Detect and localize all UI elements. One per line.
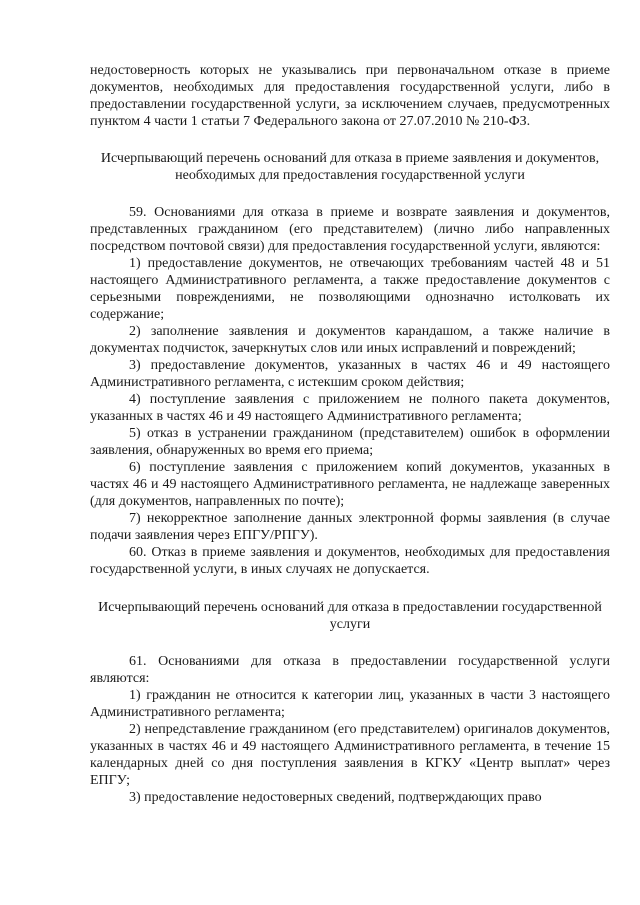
- paragraph-60: 60. Отказ в приеме заявления и документов, необходимых для предоставления государственной услуги, в иных случаях не допускается.: [90, 545, 610, 577]
- list-item-59-2: 2) заполнение заявления и документов карандашом, а также наличие в документах подчисток, зачеркнутых слов или иных исправлений и повреждений;: [90, 324, 610, 356]
- list-item-61-1: 1) гражданин не относится к категории лиц, указанных в части 3 настоящего Административного регламента;: [90, 688, 610, 720]
- section-heading-reception-refusal: Исчерпывающий перечень оснований для отказа в приеме заявления и документов, необходимых для предоставления государственной услуги: [100, 151, 600, 183]
- list-item-59-7: 7) некорректное заполнение данных электронной формы заявления (в случае подачи заявления через ЕПГУ/РПГУ).: [90, 511, 610, 543]
- paragraph-59: 59. Основаниями для отказа в приеме и возврате заявления и документов, представленных гражданином (его представителем) (лично либо направленных посредством почтовой связи) для предоставления государственной услуги, являются:: [90, 205, 610, 254]
- list-item-59-3: 3) предоставление документов, указанных в частях 46 и 49 настоящего Административного регламента, с истекшим сроком действия;: [90, 358, 610, 390]
- list-item-59-6: 6) поступление заявления с приложением копий документов, указанных в частях 46 и 49 настоящего Административного регламента, не надлежаще заверенных (для документов, направленных по почте);: [90, 460, 610, 509]
- section-heading-service-refusal: Исчерпывающий перечень оснований для отказа в предоставлении государственной услуги: [98, 600, 602, 632]
- list-item-59-5: 5) отказ в устранении гражданином (представителем) ошибок в оформлении заявления, обнаруженных во время его приема;: [90, 426, 610, 458]
- list-item-61-3: 3) предоставление недостоверных сведений, подтверждающих право: [129, 790, 542, 805]
- list-item-59-4: 4) поступление заявления с приложением не полного пакета документов, указанных в частях 46 и 49 настоящего Административного регламента;: [90, 392, 610, 424]
- intro-paragraph: недостоверность которых не указывались при первоначальном отказе в приеме документов, необходимых для предоставления государственной услуги, либо в предоставлении государственной услуги, за исключением случаев, предусмотренных пунктом 4 части 1 статьи 7 Федерального закона от 27.07.2010 № 210-ФЗ.: [90, 63, 610, 129]
- paragraph-61: 61. Основаниями для отказа в предоставлении государственной услуги являются:: [90, 654, 610, 686]
- list-item-59-1: 1) предоставление документов, не отвечающих требованиям частей 48 и 51 настоящего Административного регламента, а также предоставление документов с серьезными повреждениями, не позволяющими однозначно истолковать их содержание;: [90, 256, 610, 322]
- list-item-61-2: 2) непредставление гражданином (его представителем) оригиналов документов, указанных в частях 46 и 49 настоящего Административного регламента, в течение 15 календарных дней со дня поступления заявления в КГКУ «Центр выплат» через ЕПГУ;: [90, 722, 610, 788]
- document-page: [90, 62, 610, 806]
